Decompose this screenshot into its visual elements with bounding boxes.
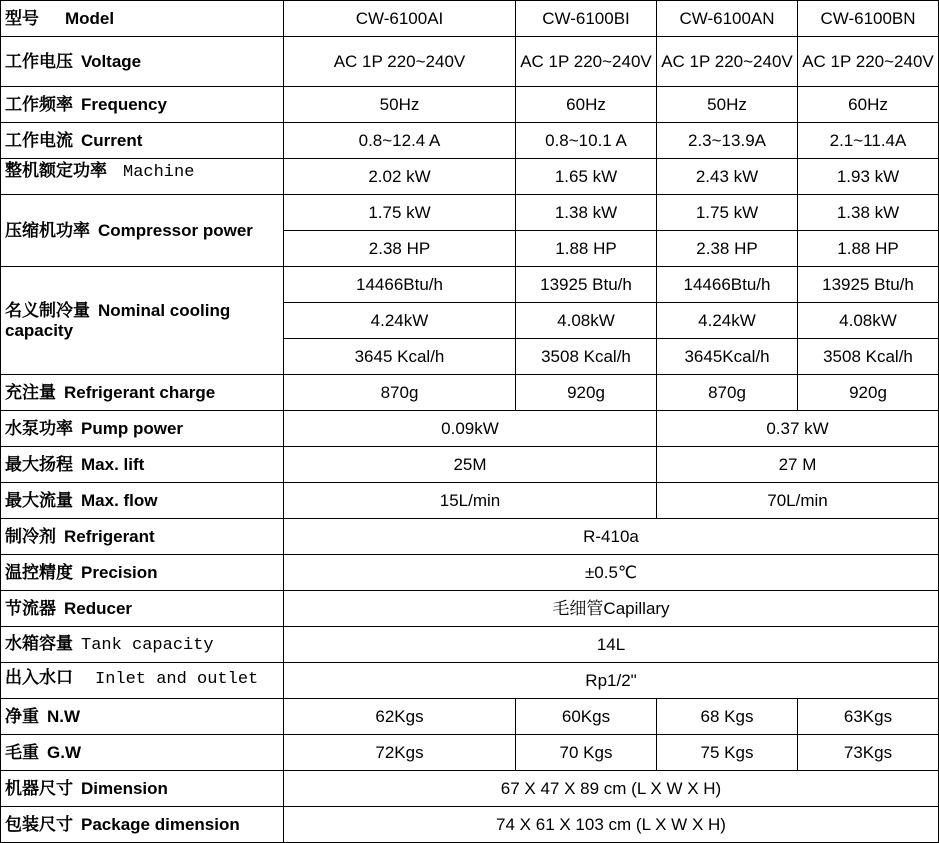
machine-4: 1.93 kW — [798, 159, 939, 195]
label-current: 工作电流 Current — [1, 123, 284, 159]
row-frequency — [1, 87, 939, 123]
cooling-kw-3: 4.24kW — [657, 303, 798, 339]
package-value: 74 X 61 X 103 cm (L X W X H) — [284, 807, 939, 843]
tank-value: 14L — [284, 627, 939, 663]
compressor-kw-1: 1.75 kW — [284, 195, 516, 231]
cooling-kw-1: 4.24kW — [284, 303, 516, 339]
label-reducer: 节流器 Reducer — [1, 591, 284, 627]
compressor-hp-4: 1.88 HP — [798, 231, 939, 267]
frequency-2: 60Hz — [516, 87, 657, 123]
label-max-lift: 最大扬程 Max. lift — [1, 447, 284, 483]
row-inlet — [1, 663, 939, 699]
row-dimension — [1, 771, 939, 807]
compressor-hp-2: 1.88 HP — [516, 231, 657, 267]
row-refrigerant — [1, 519, 939, 555]
precision-value: ±0.5℃ — [284, 555, 939, 591]
compressor-hp-3: 2.38 HP — [657, 231, 798, 267]
cooling-kcal-1: 3645 Kcal/h — [284, 339, 516, 375]
row-current — [1, 123, 939, 159]
cooling-kcal-4: 3508 Kcal/h — [798, 339, 939, 375]
cooling-btu-3: 14466Btu/h — [657, 267, 798, 303]
row-max-lift — [1, 447, 939, 483]
max-lift-a: 25M — [284, 447, 657, 483]
row-reducer — [1, 591, 939, 627]
cooling-btu-4: 13925 Btu/h — [798, 267, 939, 303]
max-flow-a: 15L/min — [284, 483, 657, 519]
dimension-value: 67 X 47 X 89 cm (L X W X H) — [284, 771, 939, 807]
charge-4: 920g — [798, 375, 939, 411]
cooling-kcal-2: 3508 Kcal/h — [516, 339, 657, 375]
cooling-btu-2: 13925 Btu/h — [516, 267, 657, 303]
label-voltage: 工作电压 Voltage — [1, 37, 284, 87]
reducer-value: 毛细管Capillary — [284, 591, 939, 627]
gw-1: 72Kgs — [284, 735, 516, 771]
voltage-4: AC 1P 220~240V — [798, 37, 939, 87]
row-voltage — [1, 37, 939, 87]
frequency-1: 50Hz — [284, 87, 516, 123]
label-machine: 整机额定功率 Machine — [1, 159, 284, 195]
gw-4: 73Kgs — [798, 735, 939, 771]
row-cooling-btu — [1, 267, 939, 303]
current-3: 2.3~13.9A — [657, 123, 798, 159]
gw-2: 70 Kgs — [516, 735, 657, 771]
label-refrigerant-charge: 充注量 Refrigerant charge — [1, 375, 284, 411]
label-gw: 毛重 G.W — [1, 735, 284, 771]
charge-3: 870g — [657, 375, 798, 411]
cooling-btu-1: 14466Btu/h — [284, 267, 516, 303]
compressor-kw-3: 1.75 kW — [657, 195, 798, 231]
label-pump-power: 水泵功率 Pump power — [1, 411, 284, 447]
current-1: 0.8~12.4 A — [284, 123, 516, 159]
label-tank: 水箱容量 Tank capacity — [1, 627, 284, 663]
label-package: 包装尺寸 Package dimension — [1, 807, 284, 843]
row-refrigerant-charge — [1, 375, 939, 411]
pump-power-a: 0.09kW — [284, 411, 657, 447]
compressor-kw-4: 1.38 kW — [798, 195, 939, 231]
voltage-2: AC 1P 220~240V — [516, 37, 657, 87]
charge-2: 920g — [516, 375, 657, 411]
inlet-value: Rp1/2" — [284, 663, 939, 699]
nw-4: 63Kgs — [798, 699, 939, 735]
frequency-3: 50Hz — [657, 87, 798, 123]
row-precision — [1, 555, 939, 591]
model-3: CW-6100AN — [657, 1, 798, 37]
label-compressor: 压缩机功率 Compressor power — [1, 195, 284, 267]
current-2: 0.8~10.1 A — [516, 123, 657, 159]
label-cooling: 名义制冷量 Nominal cooling capacity — [1, 267, 284, 375]
cooling-kw-2: 4.08kW — [516, 303, 657, 339]
label-max-flow: 最大流量 Max. flow — [1, 483, 284, 519]
label-refrigerant: 制冷剂 Refrigerant — [1, 519, 284, 555]
row-model — [1, 1, 939, 37]
model-1: CW-6100AI — [284, 1, 516, 37]
nw-1: 62Kgs — [284, 699, 516, 735]
row-max-flow — [1, 483, 939, 519]
gw-3: 75 Kgs — [657, 735, 798, 771]
frequency-4: 60Hz — [798, 87, 939, 123]
current-4: 2.1~11.4A — [798, 123, 939, 159]
row-package — [1, 807, 939, 843]
label-dimension: 机器尺寸 Dimension — [1, 771, 284, 807]
cooling-kcal-3: 3645Kcal/h — [657, 339, 798, 375]
max-lift-b: 27 M — [657, 447, 939, 483]
refrigerant-value: R-410a — [284, 519, 939, 555]
machine-2: 1.65 kW — [516, 159, 657, 195]
cooling-kw-4: 4.08kW — [798, 303, 939, 339]
row-tank — [1, 627, 939, 663]
row-compressor-kw — [1, 195, 939, 231]
charge-1: 870g — [284, 375, 516, 411]
label-inlet: 出入水口 Inlet and outlet — [1, 663, 284, 699]
model-2: CW-6100BI — [516, 1, 657, 37]
voltage-3: AC 1P 220~240V — [657, 37, 798, 87]
label-nw: 净重 N.W — [1, 699, 284, 735]
label-precision: 温控精度 Precision — [1, 555, 284, 591]
pump-power-b: 0.37 kW — [657, 411, 939, 447]
max-flow-b: 70L/min — [657, 483, 939, 519]
machine-1: 2.02 kW — [284, 159, 516, 195]
model-4: CW-6100BN — [798, 1, 939, 37]
nw-2: 60Kgs — [516, 699, 657, 735]
voltage-1: AC 1P 220~240V — [284, 37, 516, 87]
machine-3: 2.43 kW — [657, 159, 798, 195]
compressor-kw-2: 1.38 kW — [516, 195, 657, 231]
label-frequency: 工作频率 Frequency — [1, 87, 284, 123]
row-gw — [1, 735, 939, 771]
row-pump-power — [1, 411, 939, 447]
row-machine — [1, 159, 939, 195]
label-model: 型号 Model — [1, 1, 284, 37]
row-nw — [1, 699, 939, 735]
nw-3: 68 Kgs — [657, 699, 798, 735]
compressor-hp-1: 2.38 HP — [284, 231, 516, 267]
